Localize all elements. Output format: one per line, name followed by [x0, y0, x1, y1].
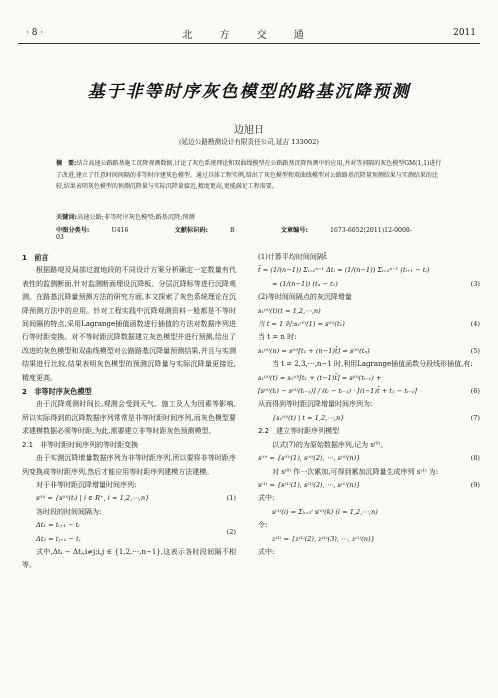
paragraph: 对 s⁽⁰⁾ 作一次累加,可得到累加沉降量生成序列 s⁽¹⁾ 为: [272, 467, 439, 476]
equation-9: s⁽¹⁾ = {s⁽¹⁾(1), s⁽¹⁾(2), ⋯, s⁽¹⁾(n)} (9) [258, 480, 480, 489]
page-number: · 8 · [26, 28, 44, 38]
equation-7: {s₁⁽⁰⁾(t) | t = 1,2,⋯,n} (7) [272, 413, 480, 422]
keywords-text: 高速公路;非等时序灰色模型;路基沉降;预测 [77, 214, 195, 221]
equation-6a: s₁⁽⁰⁾(t) = s₁⁽⁰⁾[t₁ + (t−1)t̄] = s⁽⁰⁾(tᵢ₋₁) + [258, 373, 382, 382]
header-year: 2011 [453, 28, 476, 38]
equation-2: Δt₁ = tᵢ₊₁ − tᵢ Δt₂ = tⱼ₊₁ − tⱼ (2) [36, 521, 236, 543]
text-line: 式中: [258, 547, 275, 556]
article-number: 文章编号: 1673-6052(2011)12-0008-03 [56, 227, 412, 241]
running-header [18, 26, 480, 42]
equation-1: s⁽⁰⁾ = {s⁽⁰⁾(tᵢ) | i ∈ R⁺, i = 1,2,⋯,n} (1) [36, 494, 236, 503]
section-heading: 2 非等时序灰色模型 [22, 387, 92, 397]
classification-line [56, 225, 442, 241]
document-code: 文献标识码: B [174, 227, 235, 234]
author: 边旭日 [234, 125, 264, 136]
header-rule [18, 43, 480, 44]
text-line: 当 t = n 时: [258, 333, 297, 342]
text-line: 式中: [258, 494, 275, 503]
paragraph: 根据路堤及局部过渡地段的不同设计方案分析确定一定数量有代表性的监测断面,针对监测断面埋设沉降板、分层沉降标等进行沉降观测。在路基沉降量预测方法的研究方面,本文探索了灰色系统理论在沉降预测方法中的应用。针对工程实践中沉降观测资料一般都是不等时间间隔的特点,采用Lagrange插值函数进行插值的方法对数据序列进行等时距变换。对不等时距沉降数据建立灰色模型并进行预测,给出了改进的灰色模型和双曲线模型对公路路基沉降量预测结果,并且与实测结果进行比较,结果表明灰色模型的预测沉降量与实际沉降量更接近,精度更高。 [22, 266, 236, 382]
keywords [56, 212, 442, 221]
clc-number: 中图分类号: U416 [56, 227, 129, 234]
equation-4a: s₁⁽⁰⁾(t)(t = 1,2,⋯,n) [258, 306, 321, 315]
paragraph: 由于沉降观测时间长,观测会受到天气、施工及人为因素等影响,所以实际得到的沉降数据序列常常是非等时距时间序列,而灰色模型要求建模数据必须等时距,为此,需要建立非等时距灰色预测模型。 [22, 400, 236, 436]
step-label: (1)计算平均时间间隔t̄ [258, 253, 327, 261]
keywords-label: 关键词: [56, 214, 78, 221]
subsection-heading: 2.2 建立等时距序列模型 [258, 427, 340, 436]
text-line: 从而得到等时距沉降增量时间序列为: [258, 400, 373, 409]
affiliation: (延边公路勘测设计有限责任公司,延吉 133002) [178, 138, 319, 146]
equation-11: z⁽¹⁾ = {z⁽¹⁾(2), z⁽¹⁾(3), ⋯, z⁽¹⁾(n)} [272, 534, 375, 543]
right-column [258, 251, 480, 559]
abstract [56, 158, 442, 193]
equation-4b: 当 t = 1 时:s₁⁽⁰⁾(1) = s⁽⁰⁾(t₁) (4) [258, 320, 480, 329]
paragraph: 以式(7)的为原始数据序列,记为 s⁽⁰⁾。 [272, 440, 388, 449]
paragraph: 式中,Δtᵢ − Δtⱼ,i≠j;i,j ∈ {1,2,⋯,n−1},这表示各时段间隔不相等。 [22, 547, 236, 570]
equation-3a: t̄ = (1/(n−1)) Σᵢ₌₁ⁿ⁻¹ Δtᵢ = (1/(n−1)) Σᵢ₌₁ⁿ⁻¹ (tᵢ₊₁ − tᵢ) [258, 266, 430, 275]
paragraph: 由于实测沉降增量数据序列为非等时距序列,所以要将非等时距序列变换成等时距序列,然后才能应用等时距序列建模方法建模。 [22, 454, 236, 476]
article-title: 基于非等时序灰色模型的路基沉降预测 [87, 82, 411, 102]
equation-10: s⁽¹⁾(i) = Σₖ₌₁ⁱ s⁽⁰⁾(k) (i = 1,2,⋯,n) [272, 507, 378, 516]
journal-name: 北 方 交 通 [182, 30, 316, 41]
paragraph: 对于非等时距沉降增量时间序列: [36, 480, 137, 489]
left-column [22, 251, 236, 573]
equation-3b: = (1/(n−1)) (tₙ − t₁) (3) [272, 279, 480, 288]
paragraph: 当 t = 2,3,⋯,n−1 时,利用Lagrange插值函数分段线形插值,有: [272, 360, 473, 369]
step-label: (2)等时间间隔点的灰沉降增量 [258, 293, 352, 302]
equation-5: s₁⁽⁰⁾(n) = s⁽⁰⁾[t₁ + (n−1)t̄] = s⁽⁰⁾(tₙ) (5) [258, 346, 480, 355]
equation-6b: [s⁽⁰⁾(tᵢ) − s⁽⁰⁾(tᵢ₋₁)] / (tᵢ − tᵢ₋₁) · [(i−1)t̄ + t₁ − tᵢ₋₁] (6) [258, 387, 480, 396]
equation-8: s⁽⁰⁾ = {s⁽⁰⁾(1), s⁽⁰⁾(2), ⋯, s⁽⁰⁾(n)} (8) [258, 454, 480, 463]
text-line: 令: [258, 521, 268, 530]
paragraph: 各时段的时间间隔为: [36, 507, 102, 516]
section-heading: 1 前言 [22, 253, 49, 262]
subsection-heading: 2.1 非等时距时间序列的等时距变换 [22, 440, 139, 449]
abstract-label: 摘 要: [56, 160, 77, 167]
abstract-text: 结合高速公路路基施工沉降观测数据,讨论了灰色系统理论和双曲线模型在公路路基沉降预测中的应用,并对等间隔的灰色模型GM(1,1)进行了改进,建立了任意时间间隔的非等时序建灰色模型。通过具体工程实例,给出了灰色模型和双曲线模型对公路路基沉降量预测结果与实测结果的比较,结果表明灰色模型的预测沉降量与实际沉降量接近,精度更高,更能满足工程需要。 [56, 160, 442, 191]
